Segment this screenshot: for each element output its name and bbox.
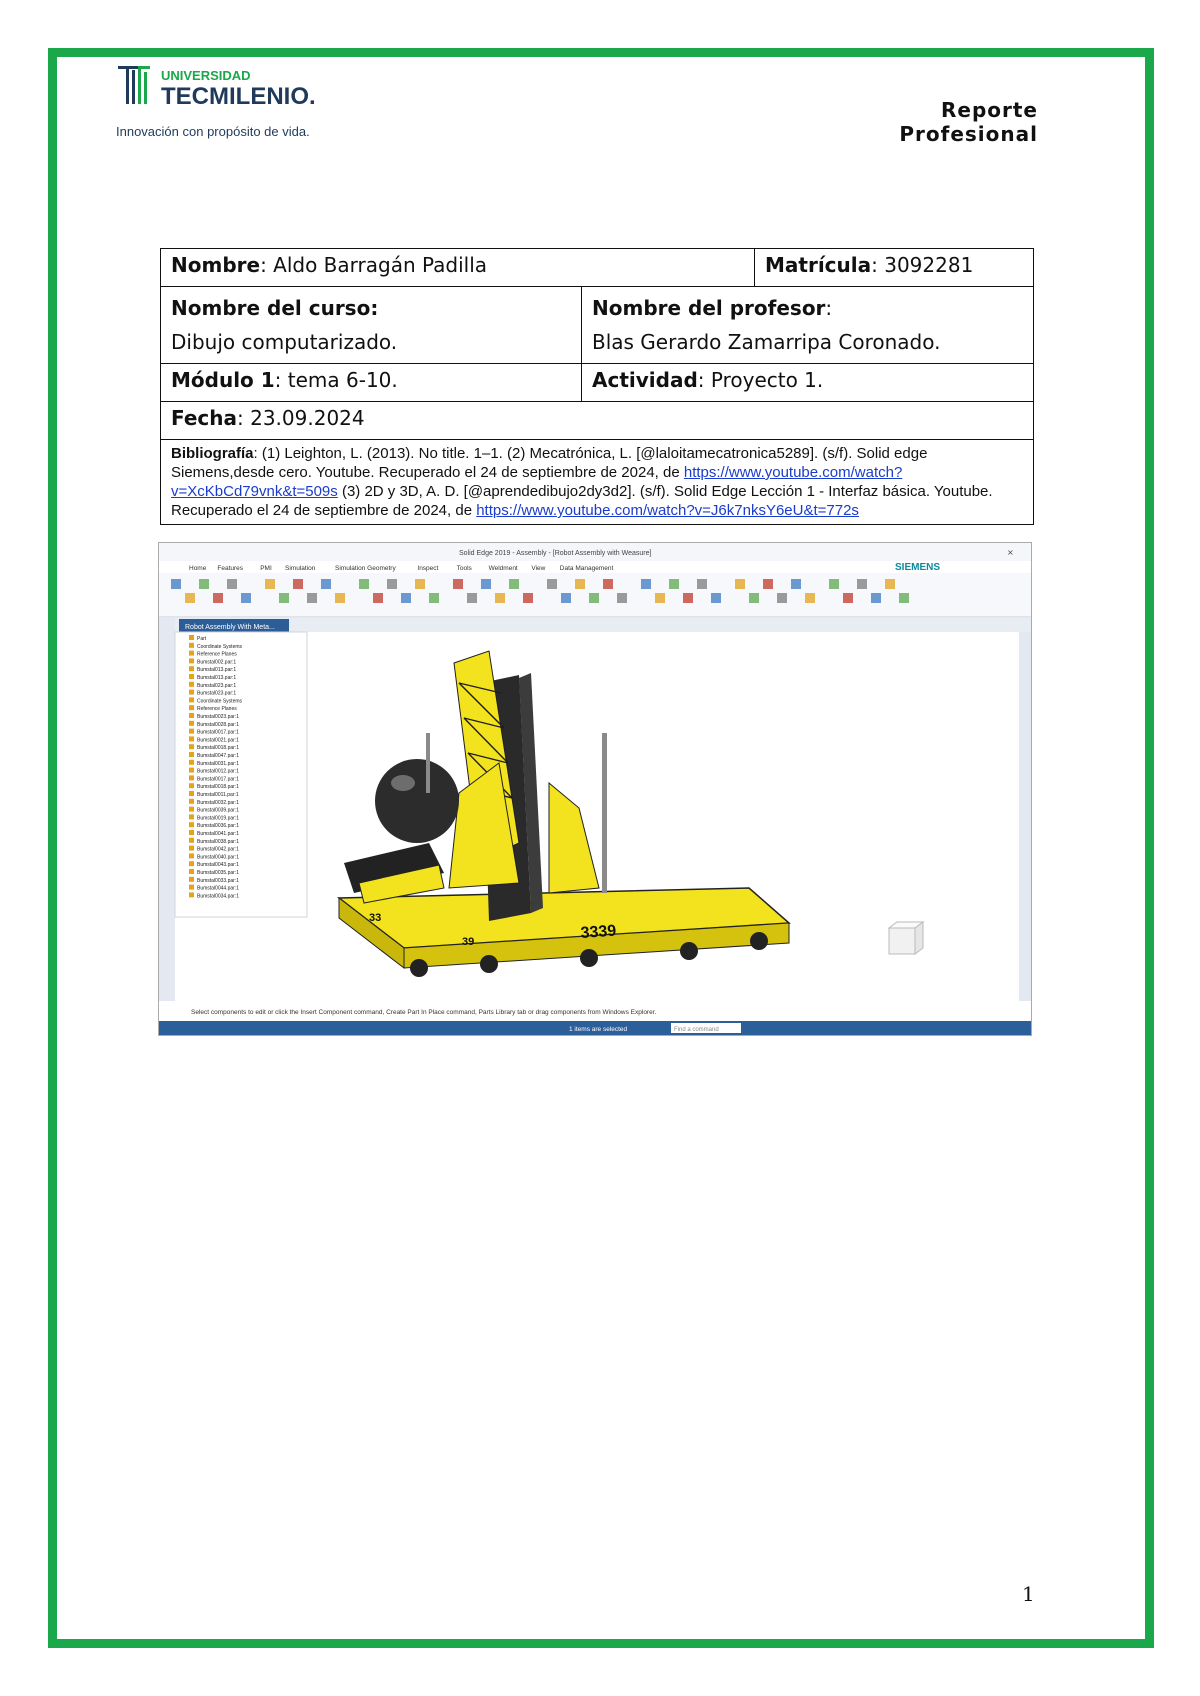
- tree-item[interactable]: Part: [197, 636, 207, 642]
- ribbon-button-icon[interactable]: [185, 593, 195, 603]
- tree-item[interactable]: Bumstal0034.par:1: [197, 893, 239, 900]
- tree-item[interactable]: Bumstal0031.par:1: [197, 760, 239, 767]
- tree-item[interactable]: Bumstal0028.par:1: [197, 721, 239, 728]
- ribbon-button-icon[interactable]: [871, 593, 881, 603]
- tree-item-icon: [189, 643, 194, 648]
- curso-cell: Nombre del curso: Dibujo computarizado.: [161, 287, 582, 364]
- ribbon-button-icon[interactable]: [401, 593, 411, 603]
- ribbon-button-icon[interactable]: [683, 593, 693, 603]
- page-number: 1: [1022, 1582, 1035, 1606]
- tree-item[interactable]: Bumstal0032.par:1: [197, 799, 239, 806]
- ribbon-button-icon[interactable]: [805, 593, 815, 603]
- ribbon-button-icon[interactable]: [279, 593, 289, 603]
- tree-item-icon: [189, 666, 194, 671]
- ribbon-button-icon[interactable]: [335, 593, 345, 603]
- ribbon-button-icon[interactable]: [241, 593, 251, 603]
- tree-item[interactable]: Bumstal0018.par:1: [197, 745, 239, 752]
- tree-item[interactable]: Bumstal0041.par:1: [197, 831, 239, 837]
- ribbon-button-icon[interactable]: [603, 579, 613, 589]
- tree-item[interactable]: Bumstal0023.par:1: [197, 714, 239, 720]
- tree-item[interactable]: Bumstal0017.par:1: [197, 776, 239, 783]
- ribbon-tab[interactable]: Weldment: [488, 565, 518, 572]
- ribbon-button-icon[interactable]: [265, 579, 275, 589]
- ribbon-button-icon[interactable]: [293, 579, 303, 589]
- tree-item[interactable]: Bumstal023.par:1: [197, 682, 237, 689]
- matricula-cell: Matrícula: 3092281: [755, 249, 1034, 287]
- tree-item[interactable]: Bumstal0021.par:1: [197, 737, 239, 744]
- tree-item[interactable]: Bumstal0011.par:1: [197, 792, 239, 798]
- ribbon-button-icon[interactable]: [857, 579, 867, 589]
- tree-item[interactable]: Bumstal0039.par:1: [197, 807, 239, 814]
- ribbon-button-icon[interactable]: [697, 579, 707, 589]
- tree-item-icon: [189, 651, 194, 656]
- tree-item-icon: [189, 791, 194, 796]
- ribbon-button-icon[interactable]: [655, 593, 665, 603]
- tree-item[interactable]: Bumstal0038.par:1: [197, 838, 239, 845]
- ribbon-button-icon[interactable]: [777, 593, 787, 603]
- ribbon-tab[interactable]: Simulation Geometry: [335, 565, 396, 572]
- tree-item[interactable]: Bumstal0040.par:1: [197, 854, 239, 861]
- tree-item-icon: [189, 736, 194, 741]
- tree-item-icon: [189, 783, 194, 788]
- view-cube-icon[interactable]: [889, 922, 923, 954]
- ribbon-button-icon[interactable]: [359, 579, 369, 589]
- report-title: [899, 98, 1038, 146]
- ribbon-button-icon[interactable]: [509, 579, 519, 589]
- ribbon-button-icon[interactable]: [641, 579, 651, 589]
- ribbon-button-icon[interactable]: [791, 579, 801, 589]
- tree-item[interactable]: Bumstal0019.par:1: [197, 815, 239, 822]
- app-title: Solid Edge 2019 - Assembly - [Robot Assembly with Weasure]: [459, 550, 652, 557]
- ribbon-button-icon[interactable]: [227, 579, 237, 589]
- tree-item-icon: [189, 814, 194, 819]
- status-prompt: Select components to edit or click the Insert Component command, Create Part In Place command, Parts Library tab or drag components from Windows Explorer.: [191, 1009, 657, 1016]
- nombre-cell: Nombre: Aldo Barragán Padilla: [161, 249, 755, 287]
- ribbon-button-icon[interactable]: [669, 579, 679, 589]
- bumper-left: 33: [369, 912, 382, 924]
- ribbon-button-icon[interactable]: [763, 579, 773, 589]
- tree-item-icon: [189, 830, 194, 835]
- ribbon-button-icon[interactable]: [749, 593, 759, 603]
- profesor-cell: Nombre del profesor: Blas Gerardo Zamarripa Coronado.: [582, 287, 1034, 364]
- svg-text:×: ×: [1007, 548, 1014, 557]
- ribbon-button-icon[interactable]: [307, 593, 317, 603]
- tree-item-icon: [189, 846, 194, 851]
- tree-item[interactable]: Coordinate Systems: [197, 698, 243, 705]
- tree-item[interactable]: Bumstal0044.par:1: [197, 885, 239, 892]
- bibliografia-cell: Bibliografía: (1) Leighton, L. (2013). No title. 1–1. (2) Mecatrónica, L. [@laloitamecatronica5289]. (s/f). Solid edge Siemens,desde cero. Youtube. Recuperado el 24 de septiembre de 2024, de https://www.youtube.com/watch?v=XcKbCd79vnk&t=509s (3) 2D y 3D, A. D. [@aprendedibujo2dy3d2]. (s/f). Solid Edge Lección 1 - Interfaz básica. Youtube. Recuperado el 24 de septiembre de 2024, de https://www.youtube.com/watch?v=J6k7nksY6eU&t=772s: [161, 440, 1034, 525]
- ribbon-tab[interactable]: Features: [217, 565, 244, 572]
- ribbon-tab[interactable]: Inspect: [417, 565, 439, 572]
- tree-item[interactable]: Bumstal002.par:1: [197, 659, 237, 666]
- ribbon-button-icon[interactable]: [467, 593, 477, 603]
- modulo-cell: Módulo 1: tema 6-10.: [161, 364, 582, 402]
- tree-item-icon: [189, 705, 194, 710]
- tree-item[interactable]: Bumstal013.par:1: [197, 675, 237, 681]
- report-title-line2: Profesional: [899, 122, 1038, 146]
- ribbon-button-icon[interactable]: [415, 579, 425, 589]
- siemens-brand: SIEMENS: [895, 562, 941, 573]
- tree-item[interactable]: Reference Planes: [197, 706, 237, 713]
- tree-item-icon: [189, 822, 194, 827]
- ribbon-button-icon[interactable]: [843, 593, 853, 603]
- ribbon-button-icon[interactable]: [213, 593, 223, 603]
- ribbon-button-icon[interactable]: [453, 579, 463, 589]
- tree-item-icon: [189, 744, 194, 749]
- tree-item[interactable]: Bumstal0033.par:1: [197, 877, 239, 884]
- ribbon-tab[interactable]: Simulation: [285, 565, 316, 572]
- tree-item-icon: [189, 869, 194, 874]
- tree-item-icon: [189, 729, 194, 734]
- ribbon-button-icon[interactable]: [885, 579, 895, 589]
- ribbon-button-icon[interactable]: [171, 579, 181, 589]
- command-search-input[interactable]: Find a command: [674, 1027, 719, 1033]
- tree-item-icon: [189, 853, 194, 858]
- status-selection: 1 items are selected: [569, 1026, 628, 1033]
- ribbon-button-icon[interactable]: [321, 579, 331, 589]
- ribbon-tab[interactable]: View: [531, 565, 546, 572]
- student-info-table: [160, 248, 1034, 525]
- tree-item-icon: [189, 674, 194, 679]
- tree-item[interactable]: Reference Planes: [197, 651, 237, 658]
- logo-name: TECMILENIO.: [161, 83, 316, 110]
- tree-item-icon: [189, 682, 194, 687]
- biblio-link-2[interactable]: https://www.youtube.com/watch?v=J6k7nksY6eU&t=772s: [476, 502, 859, 519]
- tree-item-icon: [189, 752, 194, 757]
- ribbon-button-icon[interactable]: [575, 579, 585, 589]
- fecha-cell: Fecha: 23.09.2024: [161, 402, 1034, 440]
- actividad-cell: Actividad: Proyecto 1.: [582, 364, 1034, 402]
- ribbon-button-icon[interactable]: [617, 593, 627, 603]
- ribbon-button-icon[interactable]: [589, 593, 599, 603]
- ribbon-tab[interactable]: PMI: [260, 565, 272, 572]
- tree-item-icon: [189, 635, 194, 640]
- ribbon-button-icon[interactable]: [199, 579, 209, 589]
- tree-item-icon: [189, 775, 194, 780]
- ribbon-button-icon[interactable]: [561, 593, 571, 603]
- tree-item[interactable]: Bumstal0035.par:1: [197, 870, 239, 876]
- ribbon-button-icon[interactable]: [387, 579, 397, 589]
- tree-item-icon: [189, 892, 194, 897]
- doc-tab: Robot Assembly With Meta...: [185, 624, 275, 631]
- tree-item-icon: [189, 799, 194, 804]
- tree-item[interactable]: Coordinate Systems: [197, 643, 243, 650]
- tree-item[interactable]: Bumstal0018.par:1: [197, 784, 239, 791]
- tree-item-icon: [189, 721, 194, 726]
- ribbon-button-icon[interactable]: [373, 593, 383, 603]
- ribbon-button-icon[interactable]: [899, 593, 909, 603]
- biblio-link-1[interactable]: https://www.youtube.com/watch?v=XcKbCd79vnk&t=509s: [171, 464, 903, 500]
- tree-item[interactable]: Bumstal013.par:1: [197, 667, 237, 674]
- tree-item[interactable]: Bumstal0047.par:1: [197, 753, 239, 759]
- ribbon-button-icon[interactable]: [523, 593, 533, 603]
- tree-item[interactable]: Bumstal0043.par:1: [197, 862, 239, 869]
- tree-item[interactable]: Bumstal0012.par:1: [197, 768, 239, 775]
- tree-item-icon: [189, 697, 194, 702]
- tree-item[interactable]: Bumstal023.par:1: [197, 690, 237, 697]
- tree-item-icon: [189, 690, 194, 695]
- ribbon-button-icon[interactable]: [481, 579, 491, 589]
- tree-item-icon: [189, 768, 194, 773]
- tree-item-icon: [189, 807, 194, 812]
- ribbon-button-icon[interactable]: [829, 579, 839, 589]
- ribbon-tab[interactable]: Home: [189, 565, 207, 572]
- ribbon-button-icon[interactable]: [711, 593, 721, 603]
- tree-item-icon: [189, 861, 194, 866]
- tree-item-icon: [189, 838, 194, 843]
- ribbon-button-icon[interactable]: [547, 579, 557, 589]
- robot-number: 3339: [580, 922, 617, 942]
- tree-item-icon: [189, 885, 194, 890]
- tree-item-icon: [189, 760, 194, 765]
- tree-item-icon: [189, 877, 194, 882]
- ribbon-button-icon[interactable]: [735, 579, 745, 589]
- solid-edge-screenshot: [158, 542, 1032, 1036]
- bumper-right: 39: [462, 936, 475, 948]
- tree-item-icon: [189, 713, 194, 718]
- ribbon-button-icon[interactable]: [495, 593, 505, 603]
- tree-item[interactable]: Bumstal0017.par:1: [197, 729, 239, 736]
- tecmilenio-logo: [116, 64, 346, 154]
- logo-university: UNIVERSIDAD: [161, 68, 251, 83]
- tree-item[interactable]: Bumstal0042.par:1: [197, 846, 239, 853]
- tree-item[interactable]: Bumstal0036.par:1: [197, 823, 239, 830]
- ribbon-tab[interactable]: Data Management: [559, 565, 614, 572]
- ribbon-button-icon[interactable]: [429, 593, 439, 603]
- logo-tagline: Innovación con propósito de vida.: [116, 124, 310, 139]
- ribbon-tab[interactable]: Tools: [456, 565, 472, 572]
- tree-item-icon: [189, 658, 194, 663]
- report-title-line1: Reporte: [940, 98, 1038, 122]
